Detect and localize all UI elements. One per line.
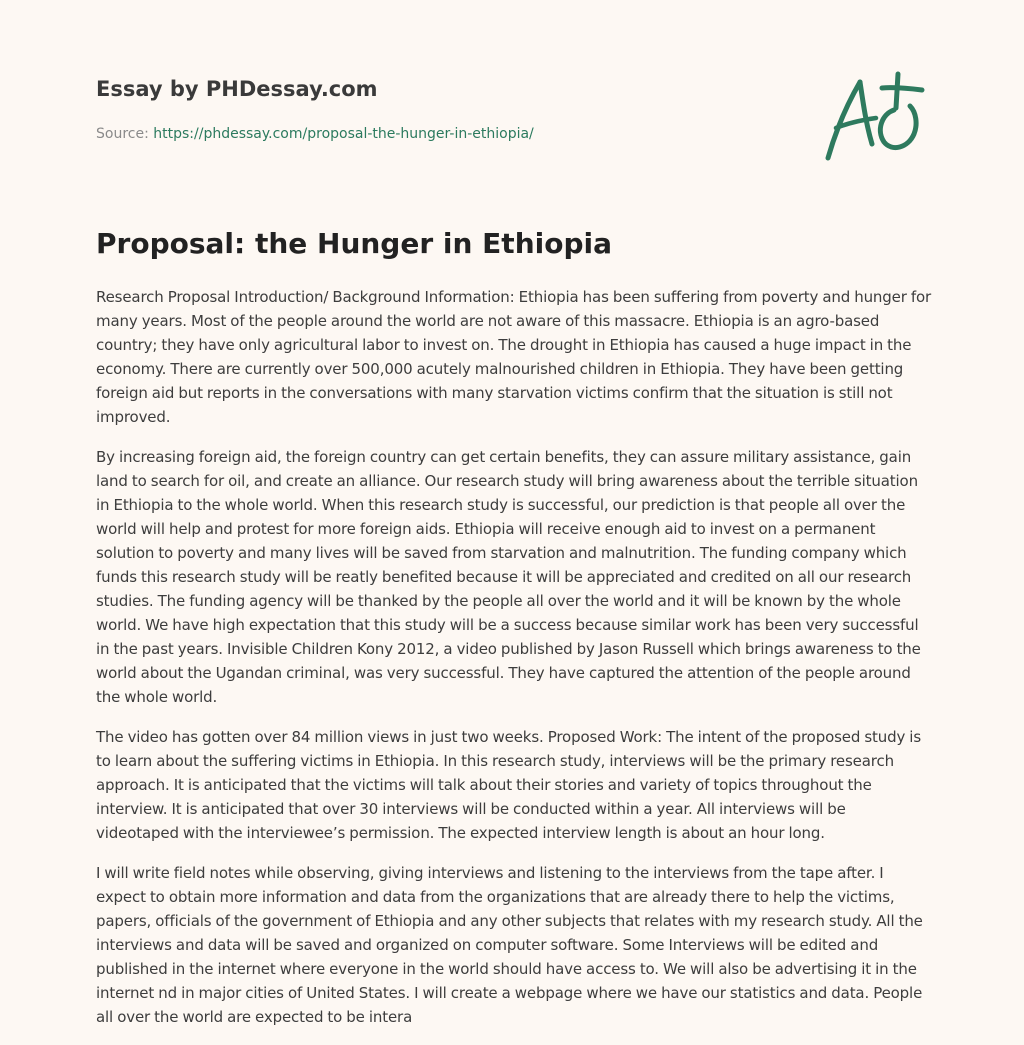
page-header: [96, 74, 776, 144]
article-body: [96, 285, 932, 1045]
source-link[interactable]: https://phdessay.com/proposal-the-hunger-in-ethiopia/: [153, 126, 534, 142]
site-brand: Essay by PHDessay.com: [96, 77, 378, 101]
a-plus-grade-icon: [822, 68, 926, 164]
source-line: [96, 124, 776, 144]
paragraph: The video has gotten over 84 million views in just two weeks. Proposed Work: The intent of the proposed study is to learn about the suffering victims in Ethiopia. In this research study, interviews will be the primary research approach. It is anticipated that the victims will talk about their stories and variety of topics throughout the interview. It is anticipated that over 30 interviews will be conducted within a year. All interviews will be videotaped with the interviewee’s permission. The expected interview length is about an hour long.: [96, 728, 921, 842]
paragraph: Research Proposal Introduction/ Background Information: Ethiopia has been suffering from poverty and hunger for many years. Most of the people around the world are not aware of this massacre. Ethiopia is an agro-based country; they have only agricultural labor to invest on. The drought in Ethiopia has caused a huge impact in the economy. There are currently over 500,000 acutely malnourished children in Ethiopia. They have been getting foreign aid but reports in the conversations with many starvation victims confirm that the situation is still not improved.: [96, 288, 932, 426]
paragraph: By increasing foreign aid, the foreign country can get certain benefits, they can assure military assistance, gain land to search for oil, and create an alliance. Our research study will bring awareness about the terrible situation in Ethiopia to the whole world. When this research study is successful, our prediction is that people all over the world will help and protest for more foreign aids. Ethiopia will receive enough aid to invest on a permanent solution to poverty and many lives will be saved from starvation and malnutrition. The funding company which funds this research study will be reatly benefited because it will be appreciated and credited on all our research studies. The funding agency will be thanked by the people all over the world and it will be known by the whole world. We have high expectation that this study will be a success because similar work has been very successful in the past years. Invisible Children Kony 2012, a video published by Jason Russell which brings awareness to the world about the Ugandan criminal, was very successful. They have captured the attention of the people around the whole world.: [96, 448, 921, 706]
source-label: Source:: [96, 126, 149, 142]
paragraph: I will write field notes while observing, giving interviews and listening to the interviews from the tape after. I expect to obtain more information and data from the organizations that are already there to help the victims, papers, officials of the government of Ethiopia and any other subjects that relates with my research study. All the interviews and data will be saved and organized on computer software. Some Interviews will be edited and published in the internet where everyone in the world should have access to. We will also be advertising it in the internet nd in major cities of United States. I will create a webpage where we have our statistics and data. People all over the world are expected to be intera: [96, 864, 923, 1026]
page-title: Proposal: the Hunger in Ethiopia: [96, 227, 612, 260]
